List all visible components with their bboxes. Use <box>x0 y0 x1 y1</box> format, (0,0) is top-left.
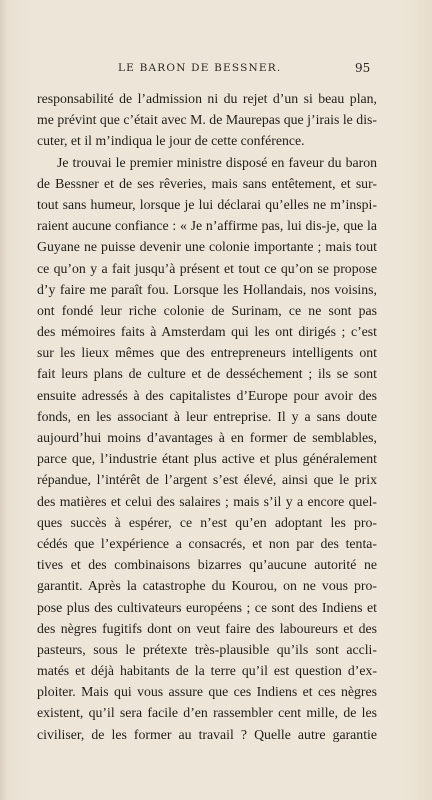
text-line: pasteurs, sous le prétexte très-plausible qu’ils sont accli- <box>37 641 377 657</box>
text-line: aujourd’hui moins d’avantages à en former de semblables, <box>37 430 377 445</box>
text-line: pose plus des cultivateurs européens ; ce sont des Indiens et <box>37 599 377 615</box>
text-line: existent, qu’il sera facile d’en rassembler cent mille, de les <box>37 705 377 721</box>
text-line: ques succès à espérer, ce n’est qu’en adoptant les pro- <box>37 514 377 530</box>
text-line: répandue, l’intérêt de l’argent s’est élevé, ainsi que le prix <box>37 472 377 488</box>
text-line: tives et des combinaisons bizarres qu’aucune autorité ne <box>37 557 377 573</box>
text-line: raient aucune confiance : « Je n’affirme pas, lui dis-je, que la <box>37 218 377 234</box>
text-line: ensuite adressés à des capitalistes d’Europe pour avoir des <box>37 387 377 403</box>
text-line: parce que, l’industrie étant plus active et plus généralement <box>37 451 377 467</box>
text-line: me prévint que c’était avec M. de Maurepas que j’irais le dis- <box>37 112 377 128</box>
text-line: fonds, en les associant à leur entreprise. Il y a sans doute <box>37 408 377 424</box>
text-line: d’y faire me paraît fou. Lorsque les Hollandais, nos voisins, <box>37 281 377 297</box>
text-line: civiliser, de les former au travail ? Quelle autre garantie <box>37 726 377 742</box>
text-line: cuter, et il m’indiqua le jour de cette conférence. <box>37 133 305 149</box>
text-line: des mémoires faits à Amsterdam qui les ont dirigés ; c’est <box>37 324 377 340</box>
text-line: ce qu’on y a fait jusqu’à présent et tout ce qu’on se propose <box>37 260 377 276</box>
running-title: LE BARON DE BESSNER. <box>118 62 282 74</box>
text-line: sur les lieux mêmes que des entrepreneurs intelligents ont <box>37 345 377 361</box>
text-line: de Bessner et de ses rêveries, mais sans entêtement, et sur- <box>37 175 377 191</box>
text-line: des nègres fugitifs dont on veut faire des laboureurs et des <box>37 620 377 636</box>
text-line: fait leurs plans de culture et de desséchement ; ils se sont <box>37 366 377 382</box>
running-head <box>0 62 432 80</box>
text-line: Je trouvai le premier ministre disposé en faveur du baron <box>57 154 377 170</box>
text-body <box>37 88 377 745</box>
text-line: ploiter. Mais qui vous assure que ces Indiens et ces nègres <box>37 684 377 700</box>
page-number: 95 <box>355 61 371 75</box>
text-line: matés et déjà habitants de la terre qu’il est question d’ex- <box>37 663 377 679</box>
text-line: garantit. Après la catastrophe du Kourou, on ne vous pro- <box>37 578 377 594</box>
text-line: responsabilité de l’admission ni du rejet d’un si beau plan, <box>37 91 377 106</box>
text-line: ont fondé leur riche colonie de Surinam, ce ne sont pas <box>37 302 377 318</box>
text-line: Guyane ne puisse devenir une colonie importante ; mais tout <box>37 239 377 255</box>
text-line: tout sans humeur, lorsque je lui déclarai qu’elles ne m’inspi- <box>37 196 377 212</box>
text-line: cédés que l’expérience a consacrés, et non par des tenta- <box>37 535 377 551</box>
text-line: des matières et celui des salaires ; mais s’il y a encore quel- <box>37 493 377 509</box>
